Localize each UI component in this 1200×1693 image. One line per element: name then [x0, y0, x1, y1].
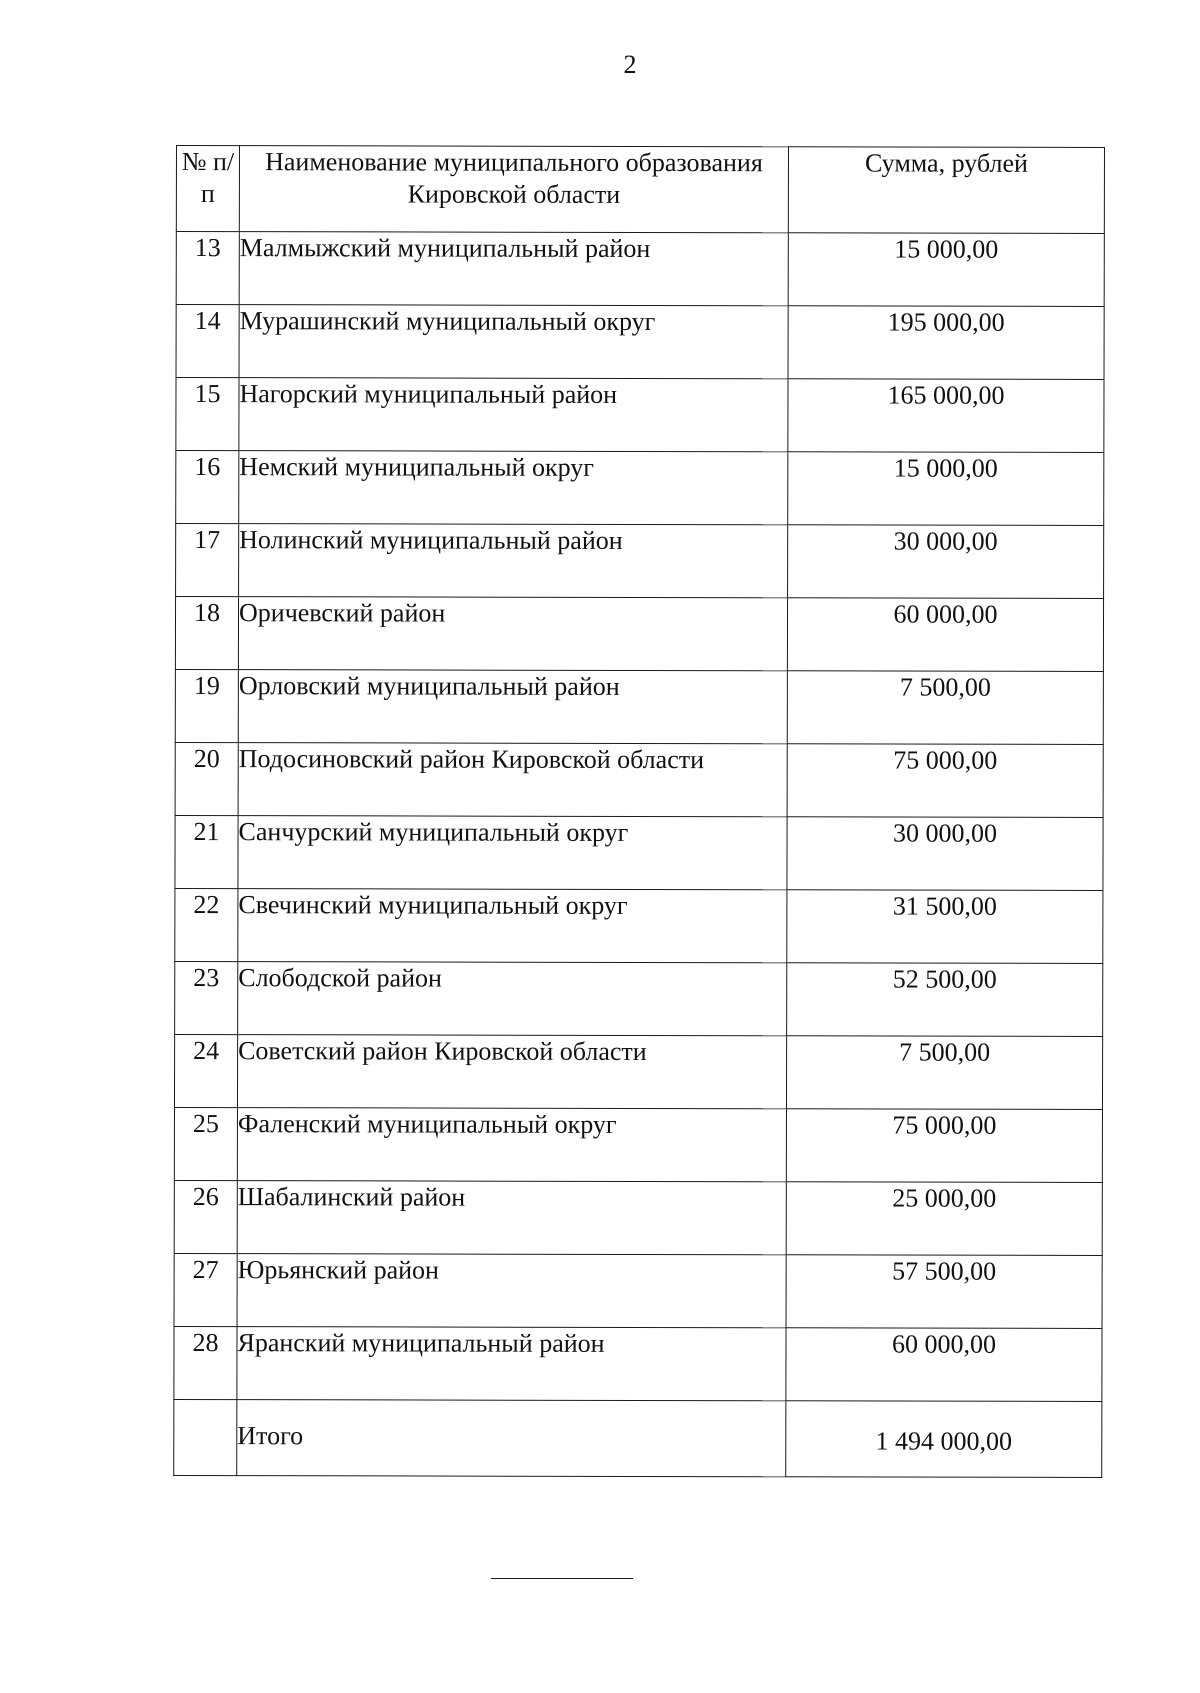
table-row — [176, 232, 1104, 307]
page-number: 2 — [623, 50, 637, 79]
row-sum: 52 500,00 — [787, 963, 1103, 1037]
table-row — [176, 524, 1104, 599]
table-row — [174, 1326, 1102, 1401]
table-row — [175, 888, 1103, 963]
allocation-table — [173, 145, 1105, 1478]
row-sum: 7 500,00 — [787, 671, 1103, 745]
table-row — [174, 1253, 1102, 1328]
row-municipality-name: Фаленский муниципальный округ — [237, 1108, 786, 1182]
row-municipality-name: Орловский муниципальный район — [238, 670, 787, 744]
row-municipality-name: Юрьянский район — [237, 1254, 786, 1328]
total-label: Итого — [237, 1400, 786, 1477]
row-number: 26 — [174, 1180, 237, 1253]
table-row — [175, 815, 1103, 890]
row-number: 24 — [174, 1034, 237, 1107]
row-sum: 60 000,00 — [786, 1328, 1102, 1402]
row-municipality-name: Санчурский муниципальный округ — [238, 816, 787, 890]
row-sum: 30 000,00 — [787, 817, 1103, 891]
row-sum: 75 000,00 — [786, 1109, 1102, 1183]
row-sum: 60 000,00 — [787, 598, 1103, 672]
row-number: 15 — [176, 378, 239, 451]
header-row — [176, 146, 1104, 234]
row-sum: 7 500,00 — [786, 1036, 1102, 1110]
total-row — [174, 1399, 1102, 1477]
row-sum: 57 500,00 — [786, 1255, 1102, 1329]
row-sum: 30 000,00 — [788, 525, 1104, 599]
table-row — [176, 451, 1104, 526]
row-number: 19 — [175, 669, 238, 742]
table-row — [175, 597, 1103, 672]
end-of-document-rule — [491, 1578, 633, 1579]
row-number: 14 — [176, 305, 239, 378]
total-sum: 1 494 000,00 — [786, 1401, 1102, 1478]
row-municipality-name: Немский муниципальный округ — [239, 451, 788, 525]
row-number: 25 — [174, 1107, 237, 1180]
row-number: 21 — [175, 815, 238, 888]
row-municipality-name: Шабалинский район — [237, 1181, 786, 1255]
row-number: 28 — [174, 1326, 237, 1399]
row-sum: 31 500,00 — [787, 890, 1103, 964]
table-header — [176, 146, 1104, 234]
row-sum: 15 000,00 — [788, 452, 1104, 526]
header-number: № п/п — [176, 146, 239, 232]
table-row — [174, 1107, 1102, 1182]
row-sum: 75 000,00 — [787, 744, 1103, 818]
row-municipality-name: Свечинский муниципальный округ — [238, 889, 787, 963]
row-municipality-name: Оричевский район — [238, 597, 787, 671]
table-row — [176, 305, 1104, 380]
row-municipality-name: Мурашинский муниципальный округ — [239, 305, 788, 379]
row-number: 23 — [175, 961, 238, 1034]
row-number: 13 — [176, 232, 239, 305]
row-municipality-name: Малмыжский муниципальный район — [239, 232, 788, 306]
row-municipality-name: Яранский муниципальный район — [237, 1327, 786, 1401]
row-sum: 25 000,00 — [786, 1182, 1102, 1256]
table-row — [176, 378, 1104, 453]
row-municipality-name: Нагорский муниципальный район — [239, 378, 788, 452]
row-municipality-name: Слободской район — [238, 962, 787, 1036]
row-municipality-name: Нолинский муниципальный район — [239, 524, 788, 598]
table-body — [174, 232, 1105, 1478]
table-row — [175, 961, 1103, 1036]
row-number: 27 — [174, 1253, 237, 1326]
row-number: 18 — [175, 597, 238, 670]
row-number: 20 — [175, 742, 238, 815]
table-row — [174, 1034, 1102, 1109]
row-sum: 195 000,00 — [788, 306, 1104, 380]
row-municipality-name: Советский район Кировской области — [237, 1035, 786, 1109]
total-number — [174, 1399, 237, 1475]
header-sum: Сумма, рублей — [788, 147, 1104, 234]
row-number: 17 — [176, 524, 239, 597]
table-row — [174, 1180, 1102, 1255]
row-sum: 165 000,00 — [788, 379, 1104, 453]
header-municipality-name: Наименование муниципального образования Кировской области — [239, 146, 788, 233]
row-sum: 15 000,00 — [788, 233, 1104, 307]
row-number: 22 — [175, 888, 238, 961]
table-row — [175, 742, 1103, 817]
row-number: 16 — [176, 451, 239, 524]
row-municipality-name: Подосиновский район Кировской области — [238, 743, 787, 817]
table-row — [175, 669, 1103, 744]
